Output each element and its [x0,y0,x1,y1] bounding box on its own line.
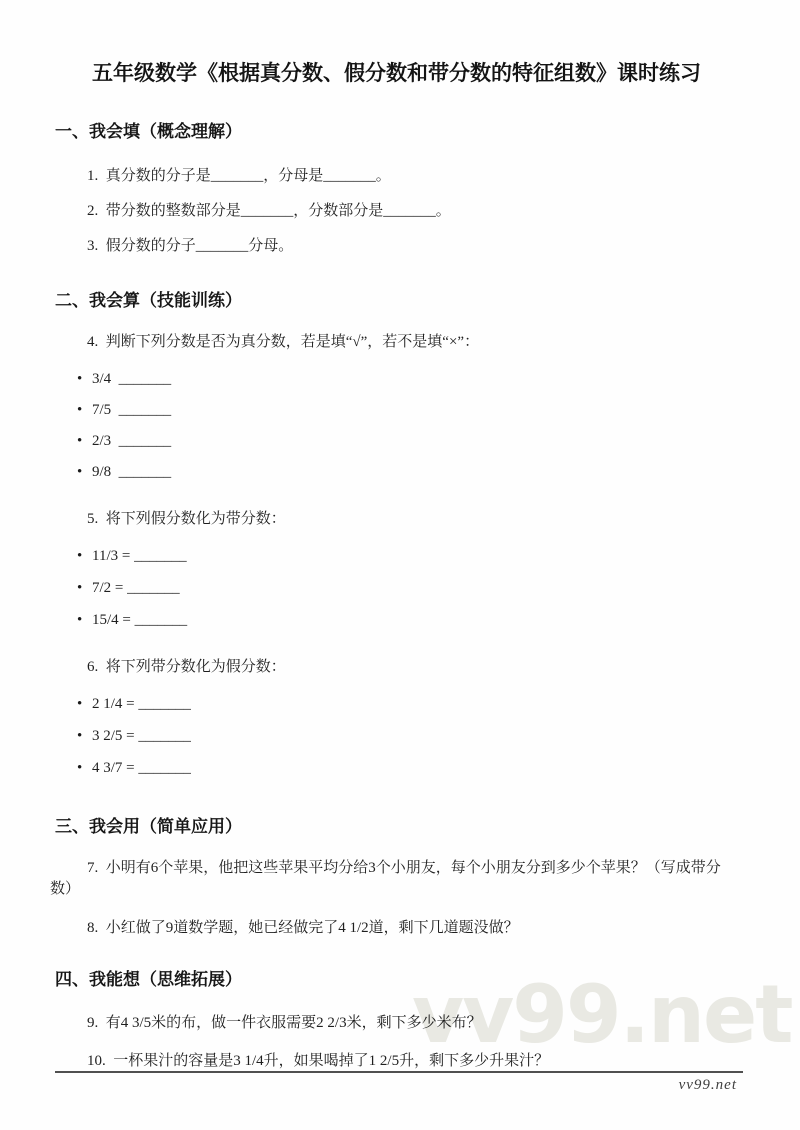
bullet-text: 9/8 _______ [92,464,172,480]
bullet-text: 15/4 = _______ [92,612,188,628]
bullet-icon: • [77,760,83,776]
section-heading-2: 二、我会算（技能训练） [55,291,242,310]
question-item-2: 2. 带分数的整数部分是_______，分数部分是_______。 [87,203,451,219]
section-heading-3: 三、我会用（简单应用） [55,817,242,836]
bullet-item [50,431,743,452]
bullet-item [50,369,743,390]
bullet-text: 7/5 _______ [92,402,172,418]
footer-rule [55,1071,743,1073]
question-item-6: 6. 将下列带分数化为假分数： [87,659,286,675]
bullet-icon: • [77,464,83,480]
page-title: 五年级数学《根据真分数、假分数和带分数的特征组数》课时练习 [92,61,701,85]
question-item-1: 1. 真分数的分子是_______，分母是_______。 [87,168,391,184]
question-item-8: 8. 小红做了9道数学题，她已经做完了4 1/2道，剩下几道题没做？ [87,920,519,936]
section-heading-1: 一、我会填（概念理解） [55,122,242,141]
bullet-icon: • [77,371,83,387]
bullet-item [50,758,743,779]
bullet-text: 4 3/7 = _______ [92,760,191,776]
bullet-item [50,546,743,567]
bullet-text: 2/3 _______ [92,433,172,449]
bullet-icon: • [77,580,83,596]
bullet-icon: • [77,548,83,564]
bullet-text: 7/2 = _______ [92,580,180,596]
bullet-icon: • [77,433,83,449]
bullet-item [50,726,743,747]
question-item-5: 5. 将下列假分数化为带分数： [87,511,286,527]
bullet-icon: • [77,612,83,628]
footer-site-text: vv99.net [678,1077,737,1093]
question-item-3: 3. 假分数的分子_______分母。 [87,238,294,254]
bullet-item [50,694,743,715]
bullet-item [50,578,743,599]
bullet-item [50,462,743,483]
question-item-4: 4. 判断下列分数是否为真分数，若是填“√”，若不是填“×”： [87,334,480,350]
section-heading-4: 四、我能想（思维拓展） [55,970,242,989]
bullet-item [50,400,743,421]
bullet-text: 2 1/4 = _______ [92,696,191,712]
question-item-7: 7. 小明有6个苹果，他把这些苹果平均分给3个小朋友，每个小朋友分到多少个苹果？（写成带分数） [50,860,721,897]
watermark: vv99.net [412,968,792,1061]
question-item-9: 9. 有4 3/5米的布，做一件衣服需要2 2/3米，剩下多少米布？ [87,1015,482,1031]
bullet-text: 3 2/5 = _______ [92,728,191,744]
bullet-text: 11/3 = _______ [92,548,187,564]
bullet-icon: • [77,728,83,744]
question-item-10: 10. 一杯果汁的容量是3 1/4升，如果喝掉了1 2/5升，剩下多少升果汁？ [87,1053,550,1069]
bullet-item [50,610,743,631]
bullet-text: 3/4 _______ [92,371,172,387]
bullet-icon: • [77,696,83,712]
bullet-icon: • [77,402,83,418]
